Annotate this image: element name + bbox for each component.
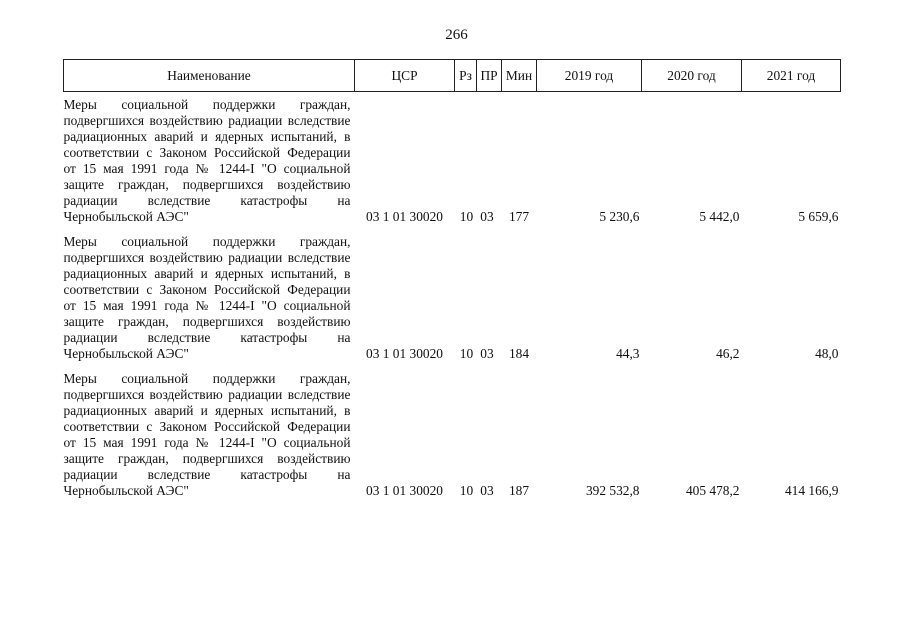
row-2019: 44,3 <box>616 346 640 361</box>
row-2020: 405 478,2 <box>685 483 740 498</box>
table-header-row <box>64 60 841 92</box>
row-csr: 03 1 01 30020 <box>366 483 443 498</box>
header-name: Наименование <box>64 60 355 92</box>
row-2021: 5 659,6 <box>798 209 839 224</box>
row-2021: 48,0 <box>815 346 839 361</box>
row-2020: 46,2 <box>716 346 740 361</box>
header-rz: Рз <box>455 60 477 92</box>
header-min: Мин <box>502 60 537 92</box>
table-row <box>64 366 841 503</box>
row-min: 184 <box>508 346 530 361</box>
row-pr: 03 <box>480 209 494 224</box>
row-2019: 392 532,8 <box>585 483 640 498</box>
row-name: Меры социальной поддержки граждан, подвергшихся воздействию радиации вследствие радиационных аварий и ядерных испытаний, в соответствии с Законом Российской Федерации от 15 мая 1991 года № 1244-I "О социальной защите граждан, подвергшихся воздействию радиации вследствие катастрофы на Чернобыльской АЭС" <box>63 234 351 361</box>
row-2020: 5 442,0 <box>699 209 740 224</box>
page-number: 266 <box>445 27 468 43</box>
header-2021: 2021 год <box>742 60 841 92</box>
row-csr: 03 1 01 30020 <box>366 209 443 224</box>
row-name: Меры социальной поддержки граждан, подвергшихся воздействию радиации вследствие радиационных аварий и ядерных испытаний, в соответствии с Законом Российской Федерации от 15 мая 1991 года № 1244-I "О социальной защите граждан, подвергшихся воздействию радиации вследствие катастрофы на Чернобыльской АЭС" <box>63 371 351 498</box>
row-min: 187 <box>508 483 530 498</box>
row-rz: 10 <box>459 483 474 498</box>
header-2019: 2019 год <box>537 60 642 92</box>
row-name: Меры социальной поддержки граждан, подвергшихся воздействию радиации вследствие радиационных аварий и ядерных испытаний, в соответствии с Законом Российской Федерации от 15 мая 1991 года № 1244-I "О социальной защите граждан, подвергшихся воздействию радиации вследствие катастрофы на Чернобыльской АЭС" <box>63 97 351 224</box>
row-2019: 5 230,6 <box>599 209 640 224</box>
row-pr: 03 <box>480 346 494 361</box>
row-pr: 03 <box>480 483 494 498</box>
row-rz: 10 <box>459 346 474 361</box>
row-min: 177 <box>508 209 530 224</box>
table-row <box>64 92 841 230</box>
header-pr: ПР <box>477 60 502 92</box>
table-row <box>64 229 841 366</box>
header-2020: 2020 год <box>642 60 742 92</box>
budget-table <box>63 59 841 503</box>
row-2021: 414 166,9 <box>784 483 839 498</box>
row-rz: 10 <box>459 209 474 224</box>
header-csr: ЦСР <box>355 60 455 92</box>
row-csr: 03 1 01 30020 <box>366 346 443 361</box>
